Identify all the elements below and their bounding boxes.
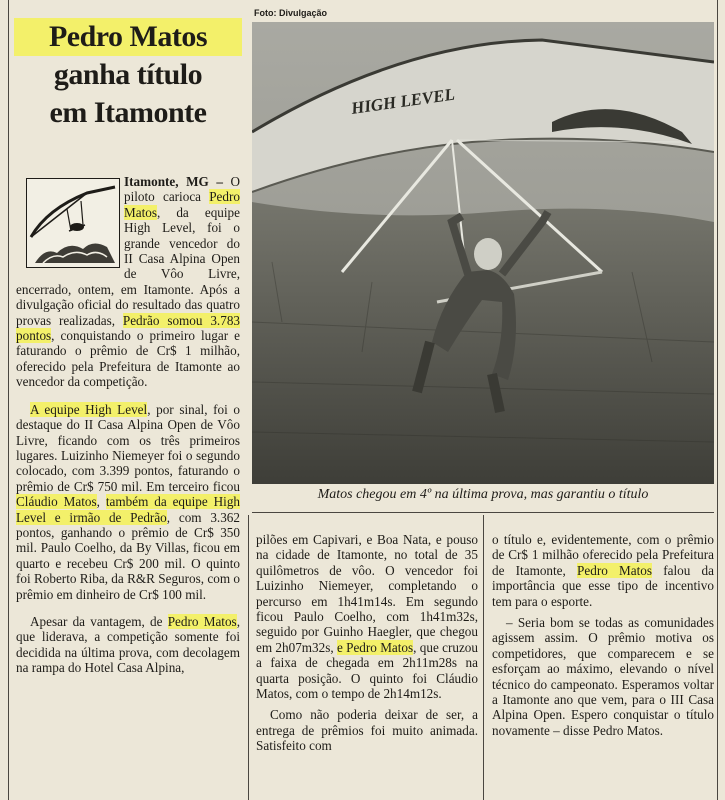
- logo-float-spacer: [16, 174, 124, 268]
- text-run: o título e, evidentemente, com o prêmio de Cr$ 1 milhão oferecido pela Prefeitura de Itamonte,: [492, 532, 714, 578]
- col1-paragraph-3: [16, 614, 240, 676]
- col2-paragraph-1: [256, 532, 478, 701]
- glider-lettering: HIGH LEVEL: [349, 84, 456, 118]
- headline-line-2: ganha título: [53, 58, 203, 91]
- highlighted-text: também da equipe High Level e irmão de Pedrão: [16, 494, 241, 525]
- headline-line-3: em Itamonte: [49, 96, 207, 129]
- text-run: , conquistando o primeiro lugar e faturando o prêmio de Cr$ 1 milhão, oferecido pela Prefeitura de Itamonte ao vencedor da competição.: [16, 328, 240, 390]
- column-rule-2: [483, 515, 484, 800]
- photo-caption: Matos chegou em 4º na última prova, mas garantiu o título: [317, 487, 649, 502]
- text-run: pilões em Capivari, e Boa Nata, e pouso na cidade de Itamonte, no total de 35 quilômetros de vôo. O vencedor foi Luizinho Niemeyer, completando o percurso em 1h41m14s. Em segundo ficou Paulo Coelho, com 1h41m32s, seguido por Guinho Haegler, que chegou em 2h07m32s,: [256, 532, 478, 655]
- highlighted-text: e Pedro Matos: [336, 639, 414, 655]
- left-border: [8, 0, 9, 800]
- photo-credit: Foto: Divulgação: [254, 8, 328, 18]
- caption-rule: [252, 512, 714, 513]
- text-run: Como não poderia deixar de ser, a entrega de prêmios foi muito animada. Satisfeito com: [256, 707, 478, 754]
- highlighted-text: A equipe High Level: [30, 401, 148, 417]
- column-rule-1: [248, 515, 249, 800]
- col3-paragraph-1: [492, 532, 714, 609]
- text-run: Apesar da vantagem, de: [30, 613, 168, 629]
- article-column-2: [256, 532, 478, 754]
- highlighted-text: Pedro Matos: [167, 613, 237, 629]
- highlighted-text: Pedrão somou 3.783 pontos: [16, 312, 241, 344]
- text-run: – Seria bom se todas as comunidades agissem assim. O prêmio motiva os competidores, que comparecem e se esforçam ao máximo, elevando o nível técnico do campeonato. Esperamos voltar a Itamonte ano que vem, para o III Casa Alpina Open. Espero conquistar o título novamente – disse Pedro Matos.: [492, 615, 714, 738]
- headline: [14, 18, 242, 132]
- text-run: , por sinal, foi o destaque do II Casa Alpina Open de Vôo Livre, ficando com os três primeiros lugares. Luizinho Niemeyer foi o segundo colocado, com 3.399 pontos, faturando o prêmio de Cr$ 750 mil. Em terceiro ficou: [16, 401, 240, 494]
- highlighted-text: Pedro Matos: [124, 189, 240, 220]
- article-column-3: [492, 532, 714, 738]
- text-run: O piloto carioca: [124, 174, 240, 205]
- text-run: , da equipe High Level, foi o grande vencedor do II Casa Alpina Open de Vôo Livre, encerrado, ontem, em Itamonte. Após a divulgação oficial do resultado das quatro provas realizadas,: [16, 204, 240, 328]
- highlighted-text: Cláudio Matos: [16, 494, 97, 510]
- col1-paragraph-2: [16, 402, 240, 602]
- hang-glider-photo: [252, 22, 714, 484]
- col2-paragraph-2: [256, 707, 478, 753]
- text-run: falou da importância que esse tipo de incentivo tem para o esporte.: [492, 562, 714, 609]
- dateline: Itamonte, MG –: [124, 174, 223, 189]
- text-run: ,: [96, 494, 106, 510]
- text-run: , que liderava, a competição somente foi decidida na última prova, com decolagem na rampa do Hotel Casa Alpina,: [16, 613, 240, 676]
- col3-paragraph-2: [492, 615, 714, 738]
- article-column-1: [16, 174, 240, 676]
- highlighted-text: Pedro Matos: [577, 562, 652, 578]
- hang-glider-photo-image: [252, 22, 714, 484]
- headline-line-1: Pedro Matos: [14, 18, 242, 56]
- text-run: , que cruzou a faixa de chegada em 2h11m28s na quarta posição. O quinto foi Cláudio Matos, com o tempo de 2h14m12s.: [256, 639, 478, 702]
- text-run: , com 3.362 pontos, ganhando o prêmio de Cr$ 350 mil. Paulo Coelho, da By Villas, ficou em quarto e recebeu Cr$ 200 mil. O quinto foi Roberto Riba, da R&R Seguros, com o prêmio em dinheiro de Cr$ 100 mil.: [16, 509, 240, 602]
- right-border: [717, 0, 718, 800]
